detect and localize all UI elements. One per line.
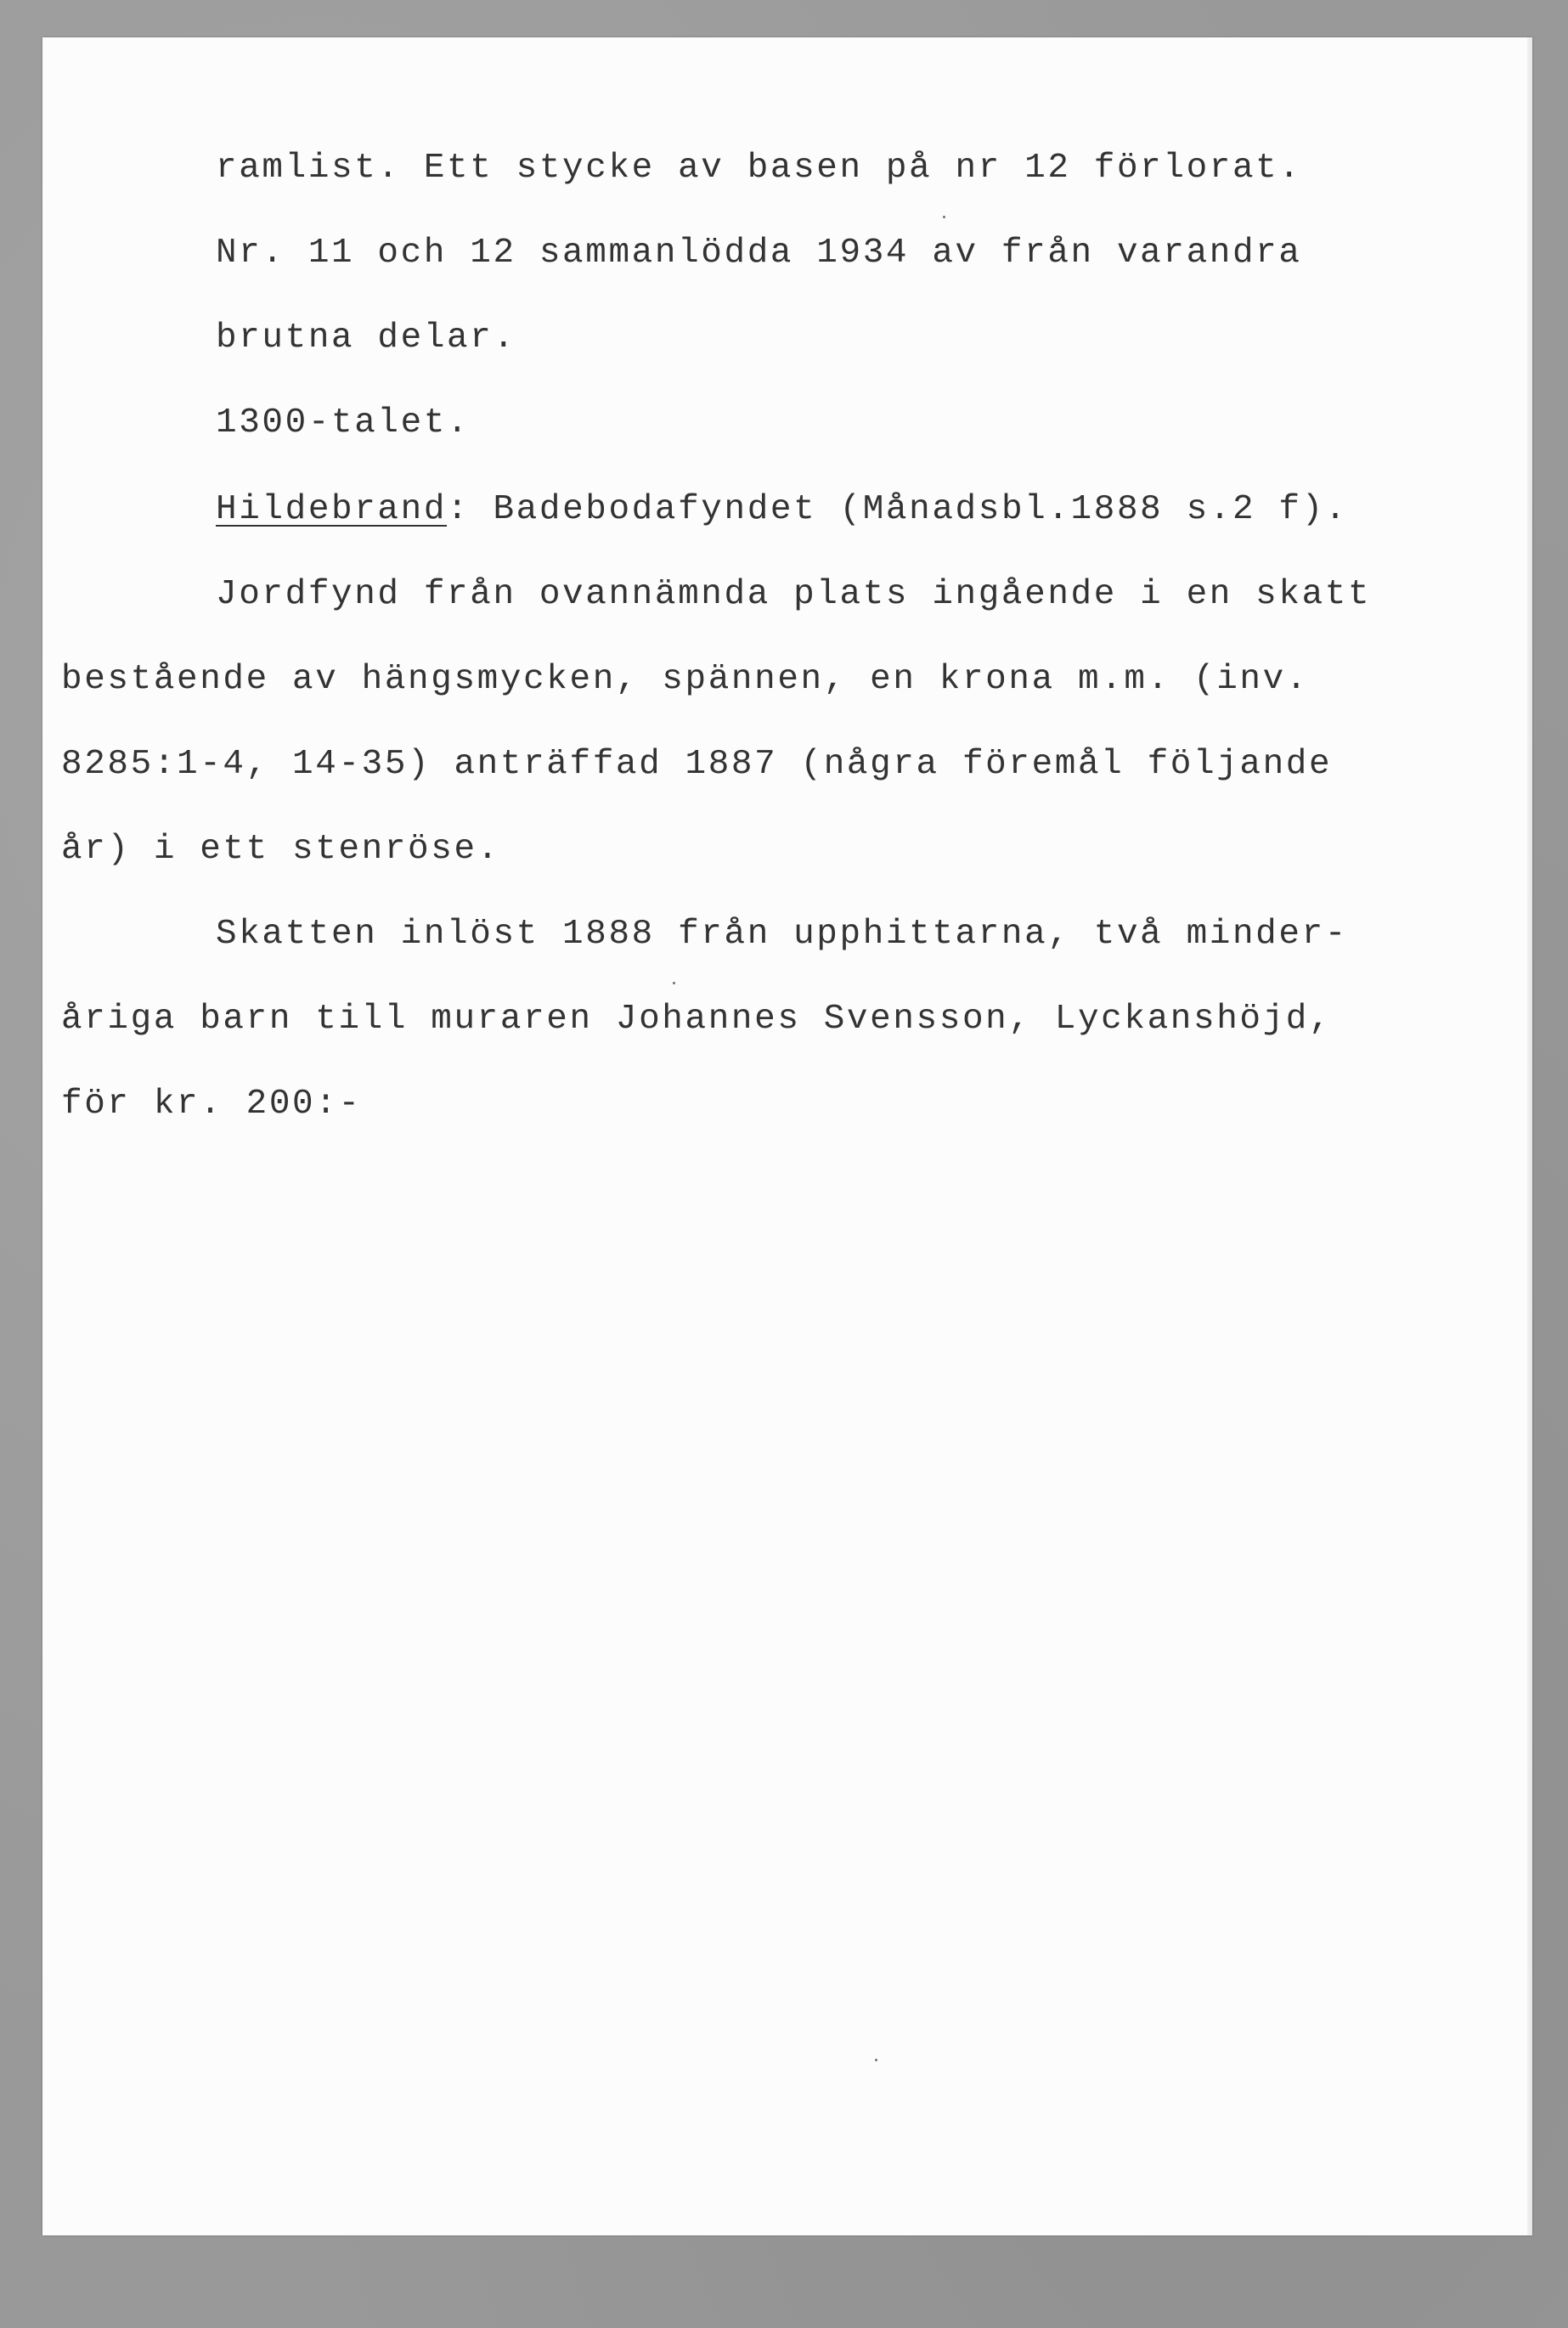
text-line-2: Nr. 11 och 12 sammanlödda 1934 av från varandra: [216, 234, 1302, 273]
dust-speck: [875, 2059, 877, 2061]
text-line-7: bestående av hängsmycken, spännen, en krona m.m. (inv.: [61, 660, 1310, 699]
dust-speck: [673, 982, 675, 984]
text-line-12: för kr. 200:-: [61, 1085, 362, 1124]
dust-speck: [943, 216, 945, 218]
index-card: [42, 37, 1532, 2235]
text-line-11: åriga barn till muraren Johannes Svensson, Lyckanshöjd,: [61, 1000, 1333, 1039]
text-line-6: Jordfynd från ovannämnda plats ingående i en skatt: [216, 575, 1372, 614]
card-edge: [1527, 37, 1532, 2235]
text-line-1: ramlist. Ett stycke av basen på nr 12 förlorat.: [216, 149, 1302, 188]
text-line-5: [216, 490, 1349, 529]
text-line-3: brutna delar.: [216, 318, 516, 358]
text-line-4: 1300-talet.: [216, 403, 471, 442]
text-line-9: år) i ett stenröse.: [61, 830, 500, 869]
text-line-10: Skatten inlöst 1888 från upphittarna, två minder-: [216, 915, 1348, 954]
text-line-8: 8285:1-4, 14-35) anträffad 1887 (några föremål följande: [61, 745, 1333, 784]
author-reference: Hildebrand: [216, 490, 448, 529]
reference-detail: : Badebodafyndet (Månadsbl.1888 s.2 f).: [447, 490, 1349, 529]
